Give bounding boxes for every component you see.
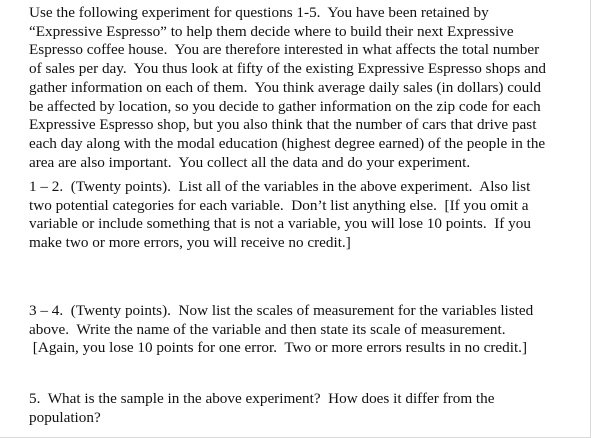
question-5-paragraph — [29, 390, 494, 427]
text-line: population? — [29, 408, 101, 426]
text-line: gather information on each of them. You think average daily sales (in dollars) could — [29, 78, 542, 96]
text-line: be affected by location, so you decide to gather information on the zip code for each — [29, 97, 541, 115]
text-line: each day along with the modal education (highest degree earned) of the people in the — [29, 134, 546, 152]
text-line: variable or include something that is not a variable, you will lose 10 points. If you — [29, 215, 531, 233]
text-line: two potential categories for each variable. Don’t list anything else. [If you omit a — [29, 196, 529, 214]
text-line: make two or more errors, you will receive no credit.] — [29, 234, 351, 252]
text-line: 1 – 2. (Twenty points). List all of the variables in the above experiment. Also list — [29, 178, 531, 195]
text-line: “Expressive Espresso” to help them decide where to build their next Expressive — [29, 22, 514, 40]
text-line: [Again, you lose 10 points for one error. Two or more errors results in no credit.] — [29, 339, 528, 357]
text-line: Use the following experiment for questions 1-5. You have been retained by — [29, 4, 489, 21]
text-line: of sales per day. You thus look at fifty of the existing Expressive Espresso shops and — [29, 60, 547, 78]
text-line: 3 – 4. (Twenty points). Now list the scales of measurement for the variables listed — [29, 302, 534, 319]
question-3-4-paragraph — [29, 302, 533, 358]
text-line: 5. What is the sample in the above experiment? How does it differ from the — [29, 390, 495, 407]
text-line: Espresso coffee house. You are therefore interested in what affects the total number — [29, 41, 540, 59]
question-1-2-paragraph — [29, 178, 531, 253]
text-line: Expressive Espresso shop, but you also think that the number of cars that drive past — [29, 116, 537, 134]
text-line: area are also important. You collect all the data and do your experiment. — [29, 153, 471, 171]
intro-paragraph — [29, 4, 546, 172]
text-line: above. Write the name of the variable and then state its scale of measurement. — [29, 320, 506, 338]
